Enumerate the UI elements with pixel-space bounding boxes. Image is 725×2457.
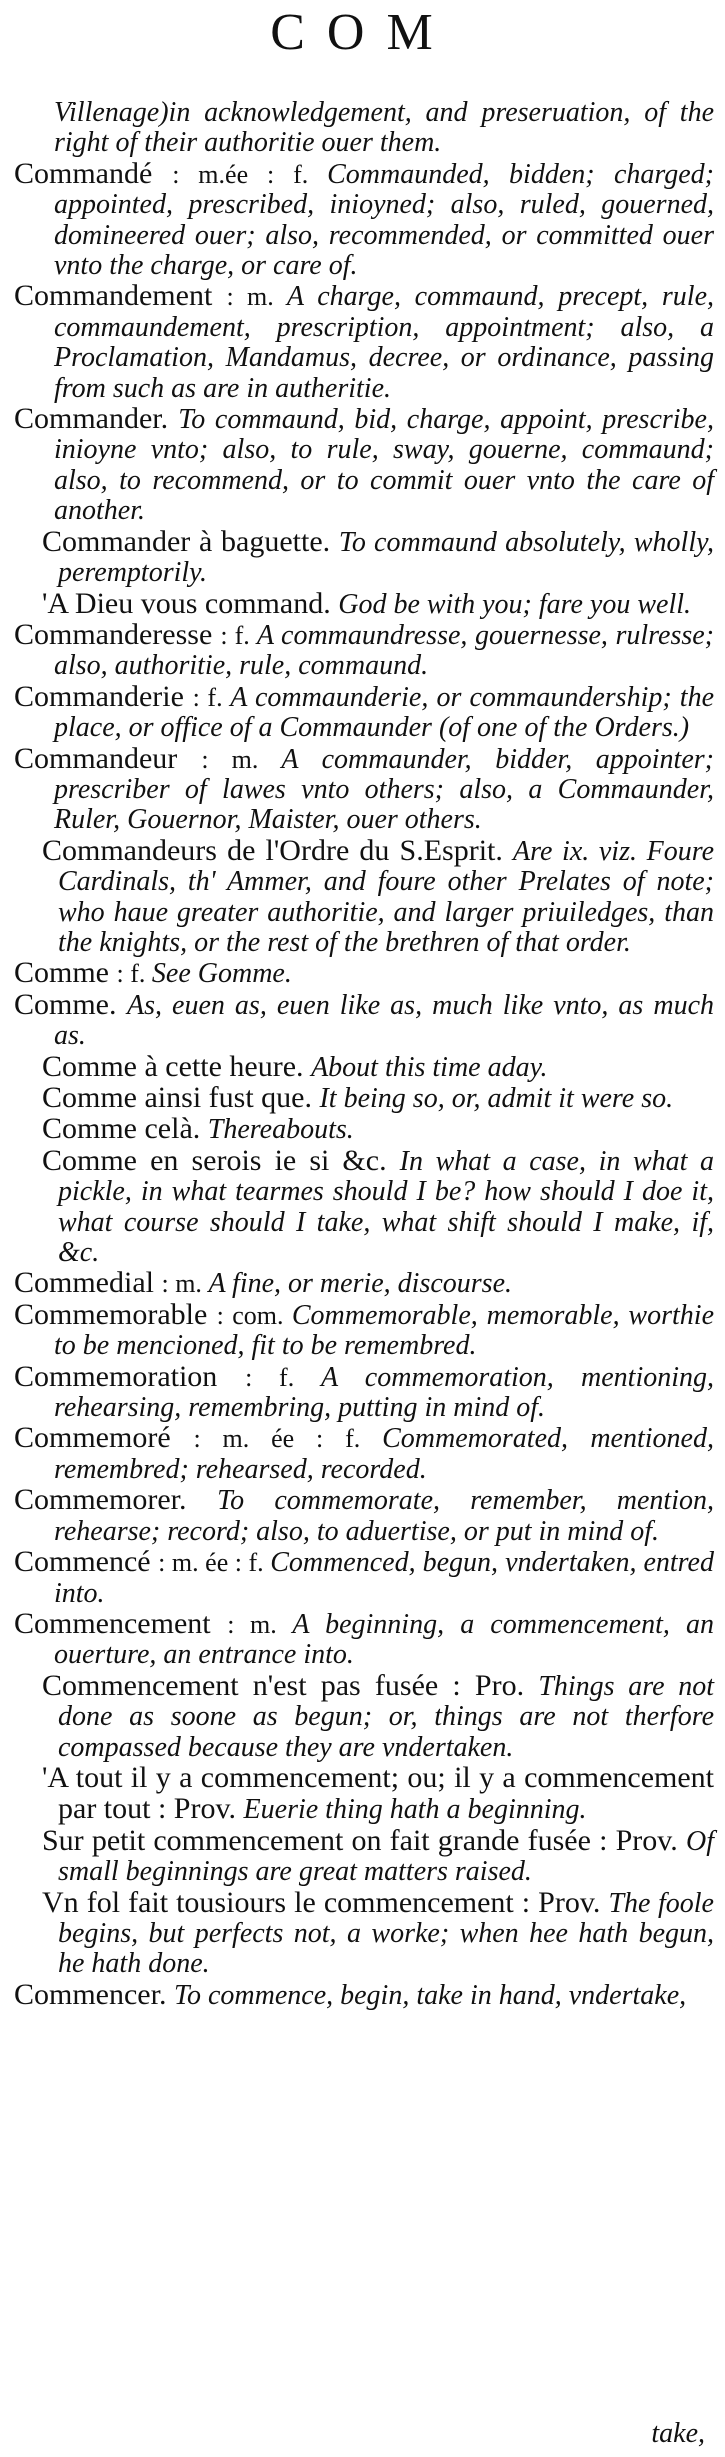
dictionary-entry <box>14 1547 714 1609</box>
entry-headword: Commemorable <box>14 1297 217 1331</box>
entry-definition: A commaunderie, or commaundership; the place, or office of a Commaunder (of one of the Orders.) <box>54 681 715 744</box>
entry-headword: Vn fol fait tousiours le commencement : Prov. <box>42 1885 609 1919</box>
entry-definition: A charge, commaund, precept, rule, commaundement, prescription, appointment; also, a Proclamation, Mandamus, decree, or ordinance, passing from such as are in autheritie. <box>54 281 715 404</box>
entry-definition: It being so, or, admit it were so. <box>319 1083 674 1114</box>
entry-headword: Commandeurs de l'Ordre du S.Esprit. <box>42 833 514 867</box>
running-head: COM <box>270 4 455 61</box>
entry-definition: About this time aday. <box>311 1051 548 1083</box>
entry-definition: As, euen as, euen like as, much like vnto, as much as. <box>54 989 715 1052</box>
entry-headword: Commanderesse <box>14 617 221 651</box>
entry-headword: Commencement <box>14 1606 228 1640</box>
dictionary-entry <box>14 1823 714 1888</box>
entry-headword: Commedial <box>14 1266 162 1300</box>
entry-grammar: : m.ée : f. <box>172 159 328 189</box>
entry-grammar: : com. <box>216 1300 292 1330</box>
dictionary-entry <box>14 1606 714 1671</box>
entry-grammar: : f. <box>192 682 231 712</box>
entry-definition: Thereabouts. <box>207 1114 354 1146</box>
entry-definition: Commemorable, memorable, worthie to be mencioned, fit to be remembred. <box>54 1299 714 1362</box>
entry-headword: Commander à baguette. <box>42 524 339 558</box>
entry-headword: Comme. <box>14 987 128 1021</box>
dictionary-entry <box>14 958 714 989</box>
entry-headword: 'A tout il y a commencement; ou; il y a commencement par tout : Prov. <box>42 1760 714 1826</box>
entry-headword: Commandeur <box>14 741 202 775</box>
entry-headword: Commandé <box>14 156 173 190</box>
entry-headword: Commandement <box>14 279 227 313</box>
dictionary-entry <box>14 1885 714 1980</box>
dictionary-entry <box>14 281 714 404</box>
dictionary-entry <box>14 679 715 744</box>
entry-definition: God be with you; fare you well. <box>338 588 692 620</box>
entry-headword: Commander. <box>14 402 179 436</box>
entry-grammar: : m. <box>227 1609 293 1639</box>
dictionary-entry <box>14 1114 714 1145</box>
dictionary-entry <box>14 1760 714 1826</box>
dictionary-entry <box>14 1083 714 1114</box>
entry-grammar: : f. <box>116 959 152 989</box>
entry-definition: Villenage)in acknowledgement, and preseruation, of the right of their authoritie ouer them. <box>54 97 714 159</box>
entry-grammar: : m. <box>201 744 282 774</box>
entry-grammar: : m. ée : f. <box>193 1424 383 1454</box>
dictionary-entry <box>14 1143 714 1269</box>
dictionary-entry <box>14 987 715 1052</box>
dictionary-entry <box>14 1423 714 1485</box>
entry-headword: Commencement n'est pas fusée : Pro. <box>42 1668 539 1702</box>
entry-headword: Commemoration <box>14 1359 246 1393</box>
dictionary-entry <box>14 1977 714 2011</box>
entry-definition: To commemorate, remember, mention, rehearse; record; also, to aduertise, or put in mind of. <box>54 1485 714 1547</box>
entry-headword: Commemorer. <box>14 1483 218 1517</box>
entry-definition: A commaundresse, gouernesse, rulresse; also, authoritie, rule, commaund. <box>54 619 714 682</box>
entry-definition: Commaunded, bidden; charged; appointed, prescribed, inioyned; also, ruled, gouerned, domineered ouer; also, recommended, or committed ouer vnto the charge, or care of. <box>54 158 714 282</box>
entry-headword: Comme à cette heure. <box>42 1049 312 1083</box>
entry-headword: Comme <box>14 956 117 990</box>
dictionary-entry <box>14 1268 714 1299</box>
entry-definition: Commenced, begun, vndertaken, entred into. <box>54 1547 714 1609</box>
entry-headword: Commencé <box>14 1545 159 1579</box>
dictionary-entry <box>14 1668 715 1763</box>
entry-grammar: : m. ée : f. <box>158 1548 271 1578</box>
entry-definition: Things are not done as soone as begun; or, things are not therfore compassed because they are vndertaken. <box>58 1670 715 1763</box>
dictionary-entry <box>14 617 714 682</box>
dictionary-entry <box>14 1359 715 1424</box>
dictionary-entry <box>14 98 714 159</box>
dictionary-entry <box>14 1049 714 1083</box>
entry-definition: See Gomme. <box>151 958 292 990</box>
entry-headword: Sur petit commencement on fait grande fusée : Prov. <box>42 1823 686 1857</box>
dictionary-entry <box>14 404 714 527</box>
entry-headword: Commemoré <box>14 1421 194 1455</box>
entry-headword: Commanderie <box>14 679 193 713</box>
dictionary-entry <box>14 741 714 836</box>
dictionary-entry <box>14 156 714 282</box>
dictionary-entry <box>14 524 714 589</box>
entry-definition: To commence, begin, take in hand, vndertake, <box>173 1979 687 2011</box>
entry-definition: Euerie thing hath a beginning. <box>243 1794 587 1826</box>
entry-definition: A commaunder, bidder, appointer; prescriber of lawes vnto others; also, a Commaunder, Ruler, Gouernor, Maister, ouer others. <box>54 743 714 836</box>
entry-headword: Comme ainsi fust que. <box>42 1081 320 1114</box>
entry-definition: A beginning, a commencement, an ouerture, an entrance into. <box>54 1608 714 1671</box>
entry-definition: To commaund, bid, charge, appoint, prescribe, inioyne vnto; also, to rule, sway, gouerne, commaund; also, to recommend, or to commit ouer vnto the care of another. <box>54 404 714 527</box>
entry-grammar: : m. <box>226 282 287 312</box>
entry-list <box>14 98 714 2011</box>
entry-headword: 'A Dieu vous command. <box>42 586 339 620</box>
entry-definition: To commaund absolutely, wholly, peremptorily. <box>58 526 714 589</box>
entry-definition: The foole begins, but perfects not, a worke; when hee hath begun, he hath done. <box>58 1887 714 1980</box>
entry-grammar: : f. <box>220 620 257 650</box>
entry-grammar: : f. <box>245 1362 321 1392</box>
entry-definition: In what a case, in what a pickle, in what tearmes should I be? how should I doe it, what course should I take, what shift should I make, if, &c. <box>58 1145 714 1269</box>
dictionary-entry <box>14 1297 714 1362</box>
entry-definition: Of small beginnings are great matters raised. <box>58 1825 714 1888</box>
entry-headword: Comme en serois ie si &c. <box>42 1143 400 1177</box>
entry-definition: Commemorated, mentioned, remembred; rehearsed, recorded. <box>54 1423 714 1485</box>
entry-definition: A fine, or merie, discourse. <box>208 1268 512 1300</box>
dictionary-entry <box>14 1485 714 1547</box>
dictionary-entry <box>14 833 715 959</box>
entry-definition: Are ix. viz. Foure Cardinals, th' Ammer, and foure other Prelates of note; who haue greater authoritie, and larger priuiledges, than the knights, or the rest of the brethren of that order. <box>58 835 715 958</box>
entry-definition: A commemoration, mentioning, rehearsing, remembring, putting in mind of. <box>54 1361 715 1424</box>
entry-grammar: : m. <box>161 1269 209 1299</box>
entry-headword: Comme celà. <box>42 1112 208 1146</box>
catchword: take, <box>651 2418 705 2449</box>
entry-headword: Commencer. <box>14 1977 174 2011</box>
dictionary-entry <box>14 586 714 620</box>
